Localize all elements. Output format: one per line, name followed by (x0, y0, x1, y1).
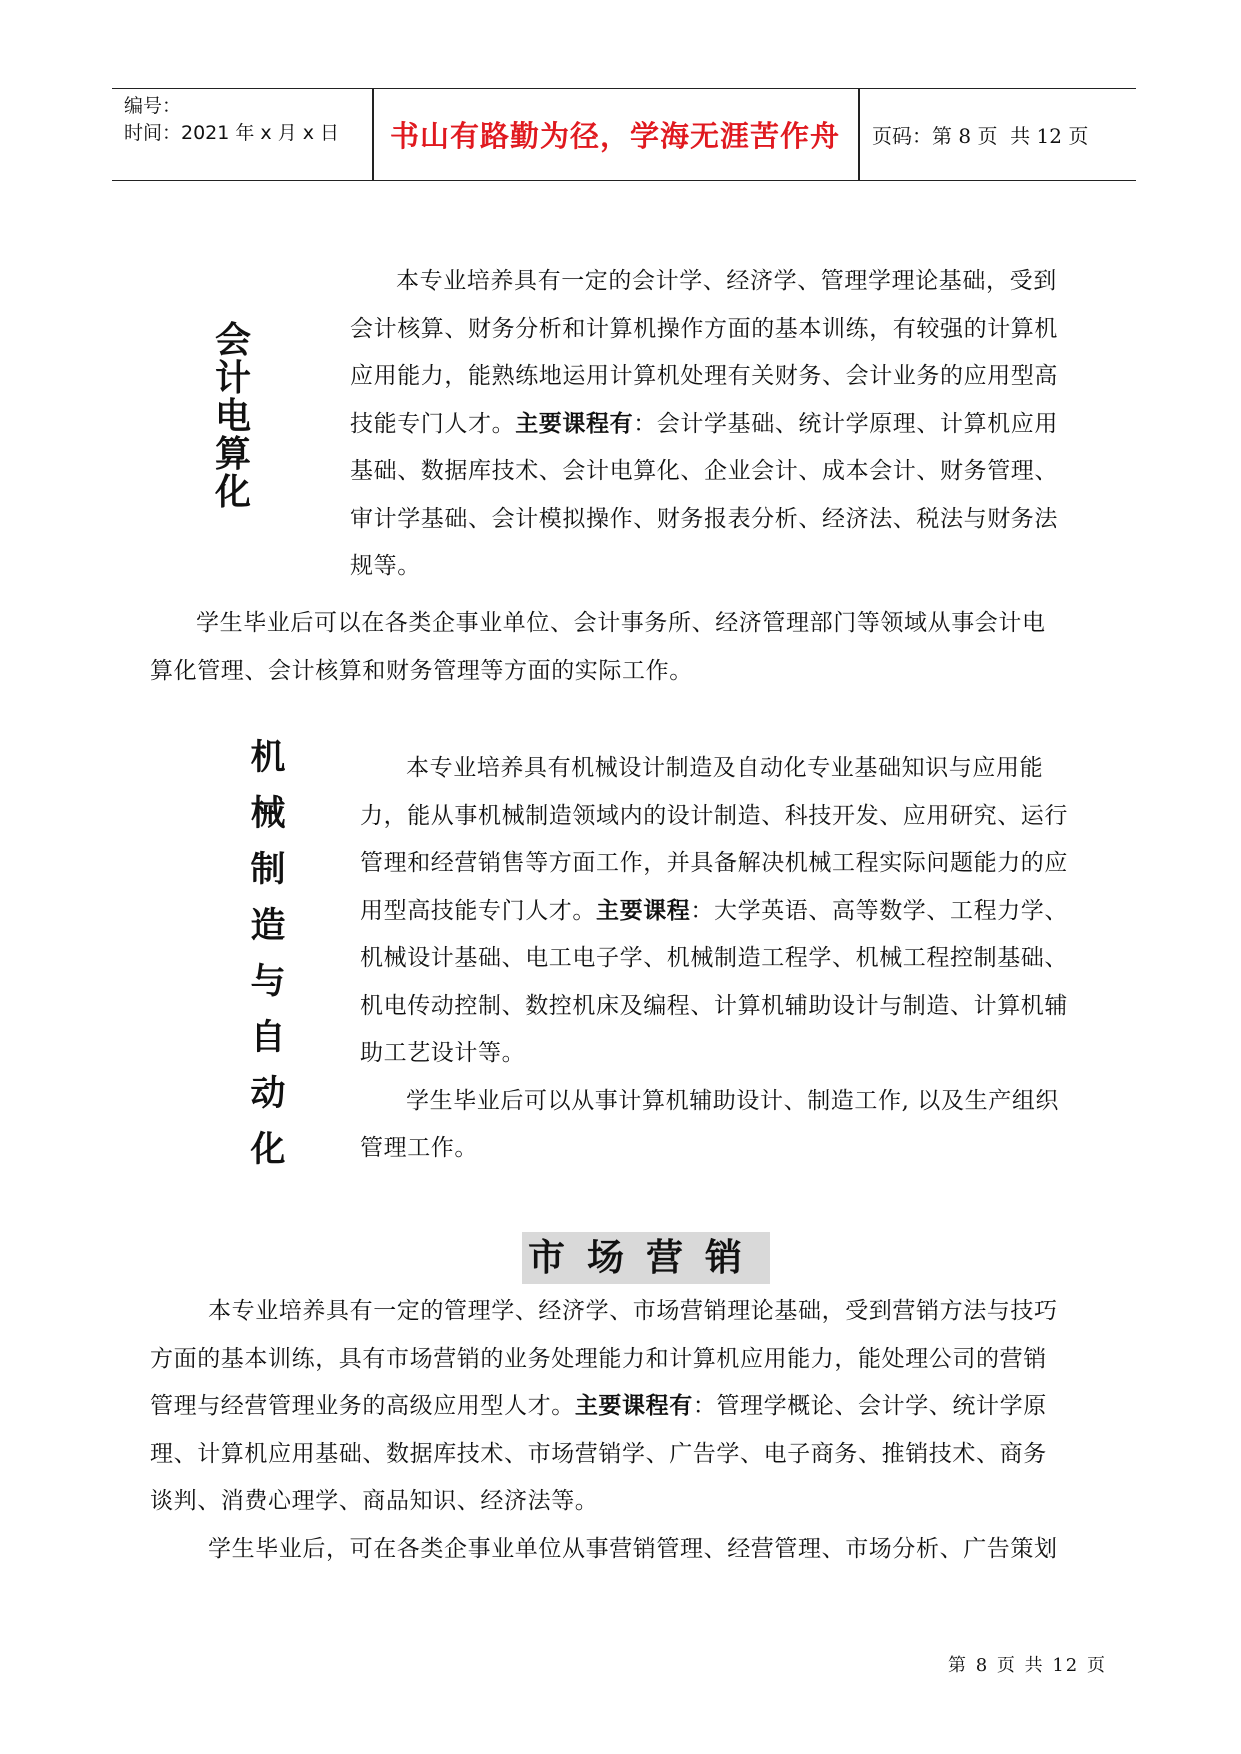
header-motto: 书山有路勤为径，学海无涯苦作舟 (389, 119, 840, 153)
text-line (360, 888, 1130, 936)
section-title-mechanical (243, 730, 293, 1178)
title-char: 自 (250, 1018, 286, 1058)
title-char: 计 (214, 358, 251, 399)
courses-label: 主要课程有 (574, 1393, 693, 1419)
text-line: 学生毕业后可以在各类企事业单位、会计事务所、经济管理部门等领域从事会计电 (196, 610, 1046, 636)
header-meta (124, 93, 339, 147)
courses-label: 主要课程有 (515, 410, 634, 437)
text-line: 机电传动控制、数控机床及编程、计算机辅助设计与制造、计算机辅 (360, 992, 1068, 1019)
text-line: 学生毕业后，可在各类企事业单位从事营销管理、经营管理、市场分析、广告策划 (208, 1535, 1058, 1562)
header-page-number: 页码：第 8 页 共 12 页 (872, 124, 1089, 148)
text-segment: 技能专门人才。 (350, 410, 516, 437)
title-char: 会 (214, 320, 251, 361)
title-char: 化 (214, 472, 251, 513)
text-line: 本专业培养具有一定的管理学、经济学、市场营销理论基础，受到营销方法与技巧 (208, 1298, 1058, 1324)
courses-label: 主要课程 (596, 897, 691, 924)
section-title-marketing: 市场营销 (522, 1232, 770, 1284)
title-char: 制 (250, 850, 286, 890)
title-char: 与 (250, 962, 286, 1002)
text-line: 管理工作。 (360, 1135, 478, 1161)
title-char: 械 (250, 794, 286, 834)
title-char: 化 (250, 1130, 286, 1170)
text-line (350, 401, 1120, 449)
title-char: 造 (250, 906, 286, 946)
marketing-description (150, 1288, 1130, 1573)
text-line: 会计核算、财务分析和计算机操作方面的基本训练，有较强的计算机 (350, 315, 1058, 342)
text-line: 理、计算机应用基础、数据库技术、市场营销学、广告学、电子商务、推销技术、商务 (150, 1440, 1047, 1467)
section-title-accounting (208, 322, 258, 512)
text-line: 机械设计基础、电工电子学、机械制造工程学、机械工程控制基础、 (360, 945, 1068, 971)
header-motto-cell (372, 89, 858, 180)
page-footer: 第 8 页 共 12 页 (948, 1655, 1107, 1676)
title-char: 机 (250, 738, 286, 778)
header-number: 编号： (124, 95, 182, 117)
title-char: 动 (250, 1074, 286, 1114)
text-segment: 用型高技能专门人才。 (360, 897, 596, 924)
text-line: 本专业培养具有机械设计制造及自动化专业基础知识与应用能 (406, 755, 1044, 781)
text-line: 应用能力，能熟练地运用计算机处理有关财务、会计业务的应用型高 (350, 363, 1058, 389)
header-page-cell (872, 89, 1088, 180)
text-line: 助工艺设计等。 (360, 1040, 526, 1066)
text-line: 管理和经营销售等方面工作，并具备解决机械工程实际问题能力的应 (360, 850, 1068, 876)
text-line: 学生毕业后可以从事计算机辅助设计、制造工作, 以及生产组织 (406, 1087, 1060, 1114)
text-segment: ：大学英语、高等数学、工程力学、 (690, 897, 1069, 924)
text-segment: ：管理学概论、会计学、统计学原 (692, 1393, 1047, 1419)
text-segment: 管理与经营管理业务的高级应用型人才。 (150, 1393, 575, 1419)
text-line: 规等。 (350, 553, 421, 579)
header-time: 时间：2021 年 x 月 x 日 (124, 122, 340, 144)
title-char: 算 (214, 434, 251, 475)
text-line: 方面的基本训练，具有市场营销的业务处理能力和计算机应用能力，能处理公司的营销 (150, 1345, 1047, 1372)
text-line: 本专业培养具有一定的会计学、经济学、管理学理论基础，受到 (396, 268, 1057, 294)
text-line: 力，能从事机械制造领域内的设计制造、科技开发、应用研究、运行 (360, 802, 1068, 829)
text-line: 谈判、消费心理学、商品知识、经济法等。 (150, 1488, 599, 1514)
text-line: 基础、数据库技术、会计电算化、企业会计、成本会计、财务管理、 (350, 458, 1058, 484)
text-line: 算化管理、会计核算和财务管理等方面的实际工作。 (150, 657, 693, 684)
mechanical-description (360, 745, 1130, 1173)
text-segment: ：会计学基础、统计学原理、计算机应用 (633, 410, 1059, 437)
accounting-description (350, 258, 1120, 591)
text-line: 审计学基础、会计模拟操作、财务报表分析、经济法、税法与财务法 (350, 505, 1058, 532)
title-char: 电 (214, 396, 251, 437)
page-header (112, 88, 1136, 181)
text-line (150, 1383, 1130, 1431)
header-divider (858, 89, 860, 180)
accounting-career (150, 600, 1130, 695)
